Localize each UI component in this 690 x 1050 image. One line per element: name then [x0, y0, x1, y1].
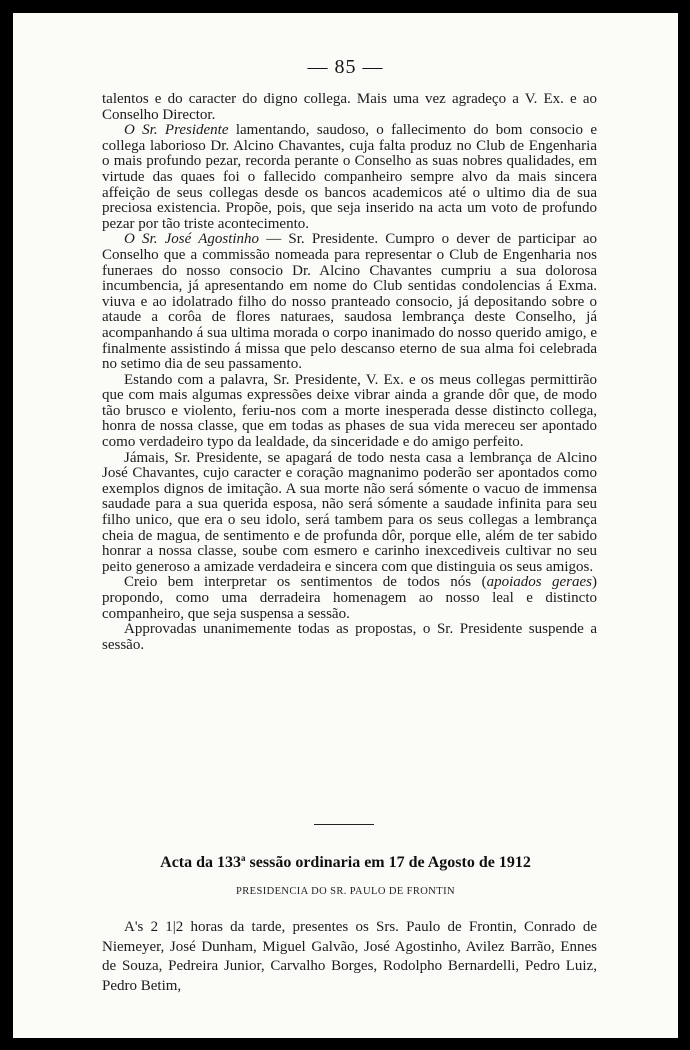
minutes-body	[102, 92, 597, 653]
page-number: — 85 —	[307, 56, 384, 78]
paragraph: O Sr. Presidente lamentando, saudoso, o fallecimento do bom consocio e collega laborioso Dr. Alcino Chavantes, cuja falta produz no Club de Engenharia o mais profundo pezar, recorda perante o Conselho as suas nobres qualidades, em virtude das quaes foi o fallecido companheiro sempre alvo da mais sincera affeição de seus collegas desde os bancos academicos até o ultimo dia de sua preciosa existencia. Propõe, pois, que seja inserido na acta um voto de profundo pezar por tão triste acontecimento.	[102, 122, 597, 232]
speaker-name: O Sr. Presidente	[124, 122, 229, 139]
document-page	[13, 13, 678, 1038]
paragraph: Jámais, Sr. Presidente, se apagará de todo nesta casa a lembrança de Alcino José Chavantes, cujo caracter e coração magnanimo poderão ser apontados como exemplos dignos de imitação. A sua morte não será sómente o vacuo de immensa saudade para a sua querida esposa, não será sómente a saudade infinita para seu filho unico, que era o seu idolo, será tambem para os seus collegas a lembrança cheia de magua, de sentimento e de profunda dôr, porque elle, além de ter sabido honrar a nossa classe, soube com esmero e carinho inexcediveis cultivar no seu peito generoso a amizade verdadeira e sincera com que distinguia os seus amigos.	[102, 449, 597, 575]
acta-heading: Acta da 133$^a$ sessão ordinaria em 17 de Agosto de 1912	[160, 853, 531, 871]
paragraph: O Sr. José Agostinho — Sr. Presidente. Cumpro o dever de participar ao Conselho que a commissão nomeada para representar o Club de Engenharia nos funeraes do nosso consocio Dr. Alcino Chavantes cumpriu a sua dolorosa incumbencia, já apresentando em nome do Club sentidas condolencias á Exma. viuva e ao idolatrado filho do nosso pranteado consocio, já depositando sobre o ataude a corôa de flores naturaes, saudosa lembrança deste Conselho, já acompanhando á sua ultima morada o corpo inanimado do nosso querido amigo, e finalmente assistindo á missa que pelo descanso eterno de sua alma foi celebrada no setimo dia de seu passamento.	[102, 231, 597, 373]
section-divider	[314, 824, 374, 825]
paragraph: talentos e do caracter do digno collega. Mais uma vez agradeço a V. Ex. e ao Conselho Director.	[102, 91, 597, 123]
paragraph: Estando com a palavra, Sr. Presidente, V. Ex. e os meus collegas permittirão que com mais algumas expressões deixe vibrar ainda a grande dôr que, de modo tão brusco e violento, feriu-nos com a morte inesperada desse distincto collega, honra de nossa classe, que em todas as phases de sua vida mereceu ser apontado como verdadeiro typo da lealdade, da sinceridade e do amigo perfeito.	[102, 371, 597, 451]
paragraph: Approvadas unanimemente todas as propostas, o Sr. Presidente suspende a sessão.	[102, 621, 597, 653]
paragraph: A's 2 1|2 horas da tarde, presentes os Srs. Paulo de Frontin, Conrado de Niemeyer, José Dunham, Miguel Galvão, José Agostinho, Avilez Barrão, Ennes de Souza, Pedreira Junior, Carvalho Borges, Rodolpho Bernardelli, Pedro Luiz, Pedro Betim,	[102, 919, 597, 994]
italic-remark: apoiados geraes	[486, 574, 592, 591]
presidency-line: PRESIDENCIA DO SR. PAULO DE FRONTIN	[236, 886, 455, 897]
attendance-paragraph	[102, 918, 597, 996]
speaker-name: O Sr. José Agostinho	[124, 231, 260, 248]
paragraph: Creio bem interpretar os sentimentos de todos nós (apoiados geraes) propondo, como uma derradeira homenagem ao nosso leal e distincto companheiro, que seja suspensa a sessão.	[102, 574, 597, 622]
